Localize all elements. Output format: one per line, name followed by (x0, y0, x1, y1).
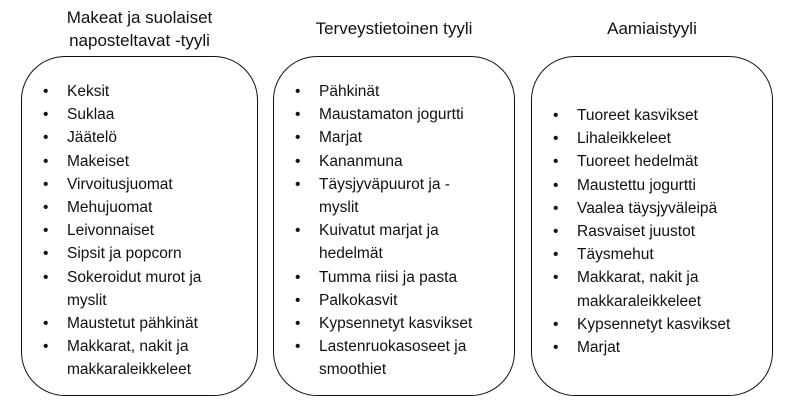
list-item (295, 150, 509, 173)
list-item (295, 103, 509, 126)
list-item (295, 173, 509, 219)
list-item-text: Maustamaton jogurtti (319, 106, 464, 124)
list-item (553, 336, 767, 359)
list-item-text: Vaalea täysjyväleipä (577, 199, 718, 217)
list-item (295, 335, 509, 381)
list-item-text: Makkarat, nakit ja (67, 338, 189, 356)
list-item-text: makkaraleikkeleet (577, 292, 702, 310)
list-item (43, 266, 252, 312)
list-item-text: Sokeroidut murot ja (67, 268, 202, 286)
list-item-text: Marjat (319, 129, 363, 147)
list-item-text: Maustetut pähkinät (67, 315, 198, 333)
list-item-text: Täysmehut (577, 246, 654, 264)
list-item-text: Tuoreet hedelmät (577, 153, 698, 171)
column-title: Terveystietoinen tyyli (315, 19, 473, 38)
list-item (295, 312, 509, 335)
list-item (553, 313, 767, 336)
list-item (43, 219, 252, 242)
column-title-line-1: Makeat ja suolaiset (66, 8, 213, 27)
list-item-text: myslit (319, 199, 359, 217)
list-item (43, 335, 252, 381)
list-item-text: Makkarat, nakit ja (577, 269, 699, 287)
list-item (553, 197, 767, 220)
list-item-text: Makeiset (67, 152, 130, 170)
list-item-text: Sipsit ja popcorn (67, 245, 182, 263)
list-item-text: Virvoitusjuomat (67, 175, 173, 193)
list-item (43, 80, 252, 103)
list-item (43, 242, 252, 265)
item-list (295, 80, 509, 382)
list-item (553, 127, 767, 150)
list-item (295, 219, 509, 265)
column-title-line-2: naposteltavat -tyyli (69, 31, 210, 50)
column-title: Aamiaistyyli (607, 19, 697, 38)
list-item-text: Suklaa (67, 106, 115, 124)
list-item-text: myslit (67, 291, 107, 309)
list-item-text: Tuoreet kasvikset (577, 107, 698, 124)
list-item-text: Marjat (577, 339, 621, 357)
list-item-text: Kuivatut marjat ja (319, 222, 439, 240)
list-item-text: Pähkinät (319, 83, 380, 100)
list-item-text: Kypsennetyt kasvikset (319, 315, 473, 333)
list-item (295, 266, 509, 289)
list-item-text: Lastenruokasoseet ja (319, 338, 467, 356)
list-item (553, 174, 767, 197)
list-item-text: Lihaleikkeleet (577, 130, 671, 148)
list-item-text: Jäätelö (67, 129, 117, 147)
list-item-text: Mehujuomat (67, 199, 153, 217)
item-list (553, 104, 767, 359)
list-item (43, 150, 252, 173)
list-item (553, 243, 767, 266)
list-item (43, 196, 252, 219)
list-item-text: Tumma riisi ja pasta (319, 268, 458, 286)
list-item (295, 126, 509, 149)
list-item-text: Keksit (67, 83, 110, 100)
list-item (553, 266, 767, 312)
list-item-text: Palkokasvit (319, 291, 398, 309)
list-item (43, 173, 252, 196)
list-item (43, 103, 252, 126)
list-item-text: Leivonnaiset (67, 222, 155, 240)
list-item-text: smoothiet (319, 361, 387, 379)
column-title (21, 6, 258, 52)
list-item-text: Maustettu jogurtti (577, 176, 696, 194)
list-item (553, 220, 767, 243)
list-item-text: Kypsennetyt kasvikset (577, 315, 731, 333)
list-item (43, 126, 252, 149)
list-item-text: makkaraleikkeleet (67, 361, 192, 379)
list-item-text: hedelmät (319, 245, 383, 263)
list-item (43, 312, 252, 335)
list-item (553, 150, 767, 173)
list-item-text: Täysjyväpuurot ja - (319, 175, 450, 193)
list-item (553, 104, 767, 127)
list-item-text: Kananmuna (319, 152, 403, 170)
item-list (43, 80, 252, 382)
list-item-text: Rasvaiset juustot (577, 223, 696, 241)
list-item (295, 80, 509, 103)
list-item (295, 289, 509, 312)
